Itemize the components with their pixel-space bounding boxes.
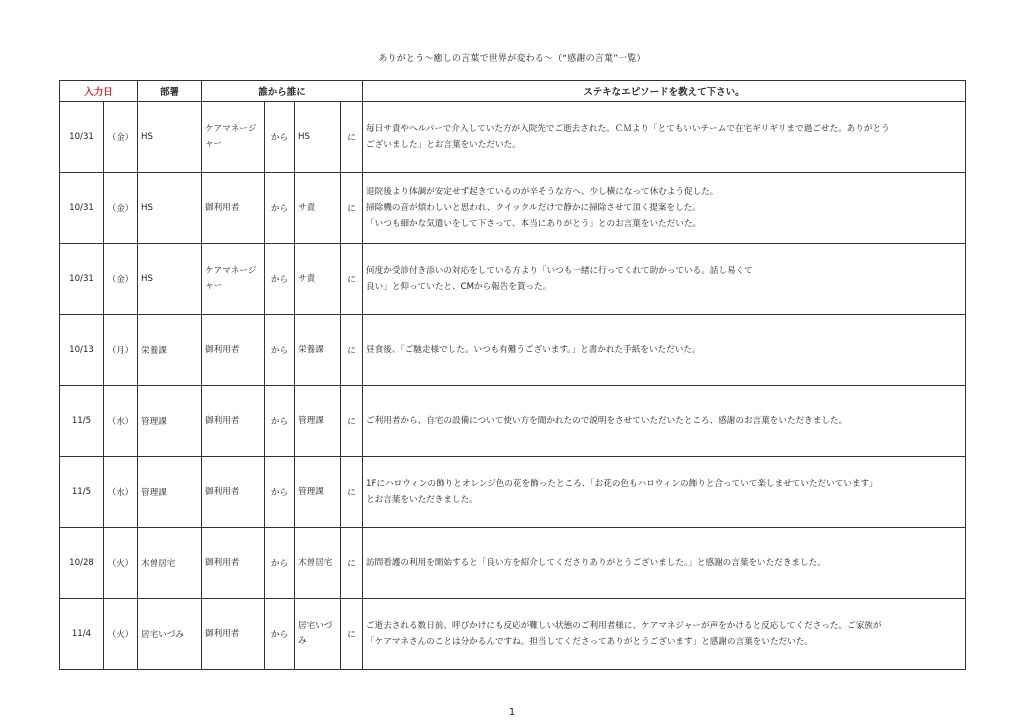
row-episode	[363, 457, 966, 528]
row-to: HS	[295, 102, 341, 173]
row-dept: 木曽居宅	[138, 528, 202, 599]
row-weekday: （火）	[104, 528, 138, 599]
table-row	[60, 102, 966, 173]
row-from: 御利用者	[202, 315, 265, 386]
row-from: ケアマネージャー	[202, 244, 265, 315]
row-date: 11/5	[60, 457, 104, 528]
document-title: ありがとう〜癒しの言葉で世界が変わる〜（“感謝の言葉”一覧）	[378, 54, 646, 64]
row-dept: HS	[138, 102, 202, 173]
row-to: 管理課	[295, 386, 341, 457]
row-from: 御利用者	[202, 457, 265, 528]
row-date: 10/31	[60, 102, 104, 173]
row-to: 居宅いづみ	[295, 599, 341, 670]
episode-line: とお言葉をいただきました。	[366, 495, 478, 505]
row-from: 御利用者	[202, 173, 265, 244]
row-to-particle: に	[341, 599, 363, 670]
row-episode	[363, 244, 966, 315]
episode-line: 昼食後、「ご馳走様でした。いつも有難うございます。」と書かれた手紙をいただいた。	[366, 345, 701, 355]
row-to: 管理課	[295, 457, 341, 528]
header-dept: 部署	[138, 81, 202, 102]
episode-line: ございました」とお言葉をいただいた。	[366, 140, 521, 150]
row-dept: HS	[138, 173, 202, 244]
row-date: 11/5	[60, 386, 104, 457]
episode-line: ご利用者から、自宅の設備について使い方を聞かれたので説明をさせていただいたところ、感謝のお言葉をいただきました。	[366, 416, 848, 426]
row-weekday: （水）	[104, 457, 138, 528]
row-to: 木曽居宅	[295, 528, 341, 599]
row-to-particle: に	[341, 173, 363, 244]
row-from-particle: から	[265, 386, 295, 457]
row-weekday: （月）	[104, 315, 138, 386]
row-dept: 栄養課	[138, 315, 202, 386]
row-to: サ責	[295, 173, 341, 244]
episode-line: ご逝去される数日前、呼びかけにも反応が難しい状態のご利用者様に、ケアマネジャーが声をかけると反応してくださった。ご家族が	[366, 621, 882, 631]
episode-line: 掃除機の音が煩わしいと思われ、クイックルだけで静かに掃除させて頂く提案をした。	[366, 203, 701, 213]
row-from-particle: から	[265, 315, 295, 386]
row-from-particle: から	[265, 173, 295, 244]
row-date: 10/31	[60, 244, 104, 315]
row-to-particle: に	[341, 102, 363, 173]
row-date: 10/13	[60, 315, 104, 386]
table-header-row	[60, 81, 966, 102]
row-to-particle: に	[341, 386, 363, 457]
row-episode	[363, 173, 966, 244]
row-from: 御利用者	[202, 599, 265, 670]
table-row	[60, 599, 966, 670]
row-from: 御利用者	[202, 386, 265, 457]
table-row	[60, 528, 966, 599]
row-from-particle: から	[265, 102, 295, 173]
row-to: サ責	[295, 244, 341, 315]
episode-line: 1Fにハロウィンの飾りとオレンジ色の花を飾ったところ、「お花の色もハロウィンの飾りと合っていて楽しませていただいています」	[366, 479, 878, 489]
episode-line: 何度か受診付き添いの対応をしている方より「いつも一緒に行ってくれて助かっている。話し易くて	[366, 266, 753, 276]
row-dept: 居宅いづみ	[138, 599, 202, 670]
row-episode	[363, 386, 966, 457]
row-weekday: （火）	[104, 599, 138, 670]
table-row	[60, 315, 966, 386]
row-episode	[363, 599, 966, 670]
episode-line: 「いつも細かな気遣いをして下さって、本当にありがとう」とのお言葉をいただいた。	[366, 219, 702, 229]
episode-line: 訪問看護の利用を開始すると「良い方を紹介してくださりありがとうございました。」と感謝の言葉をいただきました。	[366, 558, 826, 568]
episode-line: 退院後より体調が安定せず起きているのが辛そうな方へ、少し横になって休むよう促した。	[366, 187, 719, 197]
row-date: 10/28	[60, 528, 104, 599]
row-date: 10/31	[60, 173, 104, 244]
header-date: 入力日	[60, 81, 138, 102]
page-number: 1	[508, 707, 516, 718]
row-from: 御利用者	[202, 528, 265, 599]
row-episode	[363, 528, 966, 599]
row-dept: 管理課	[138, 386, 202, 457]
row-to: 栄養課	[295, 315, 341, 386]
row-to-particle: に	[341, 528, 363, 599]
row-episode	[363, 315, 966, 386]
row-dept: 管理課	[138, 457, 202, 528]
table-body	[60, 102, 966, 670]
row-date: 11/4	[60, 599, 104, 670]
row-weekday: （水）	[104, 386, 138, 457]
row-weekday: （金）	[104, 244, 138, 315]
table-row	[60, 244, 966, 315]
row-from-particle: から	[265, 528, 295, 599]
table-row	[60, 386, 966, 457]
table-row	[60, 173, 966, 244]
row-from-particle: から	[265, 599, 295, 670]
row-episode	[363, 102, 966, 173]
header-who: 誰から誰に	[202, 81, 363, 102]
header-episode: ステキなエピソードを教えて下さい。	[363, 81, 966, 102]
row-weekday: （金）	[104, 173, 138, 244]
row-to-particle: に	[341, 244, 363, 315]
table-row	[60, 457, 966, 528]
row-from-particle: から	[265, 244, 295, 315]
episode-line: 「ケアマネさんのことは分かるんですね。担当してくださってありがとうございます」と感謝の言葉をいただいた。	[366, 637, 813, 647]
row-from: ケアマネージャー	[202, 102, 265, 173]
row-to-particle: に	[341, 315, 363, 386]
row-from-particle: から	[265, 457, 295, 528]
row-to-particle: に	[341, 457, 363, 528]
thanks-table	[59, 80, 966, 670]
row-weekday: （金）	[104, 102, 138, 173]
episode-line: 良い」と仰っていたと、CMから報告を貰った。	[366, 282, 552, 292]
episode-line: 毎日サ責やヘルパーで介入していた方が入院先でご逝去された。ＣＭより「とてもいいチームで在宅ギリギリまで過ごせた。ありがとう	[366, 124, 890, 134]
row-dept: HS	[138, 244, 202, 315]
